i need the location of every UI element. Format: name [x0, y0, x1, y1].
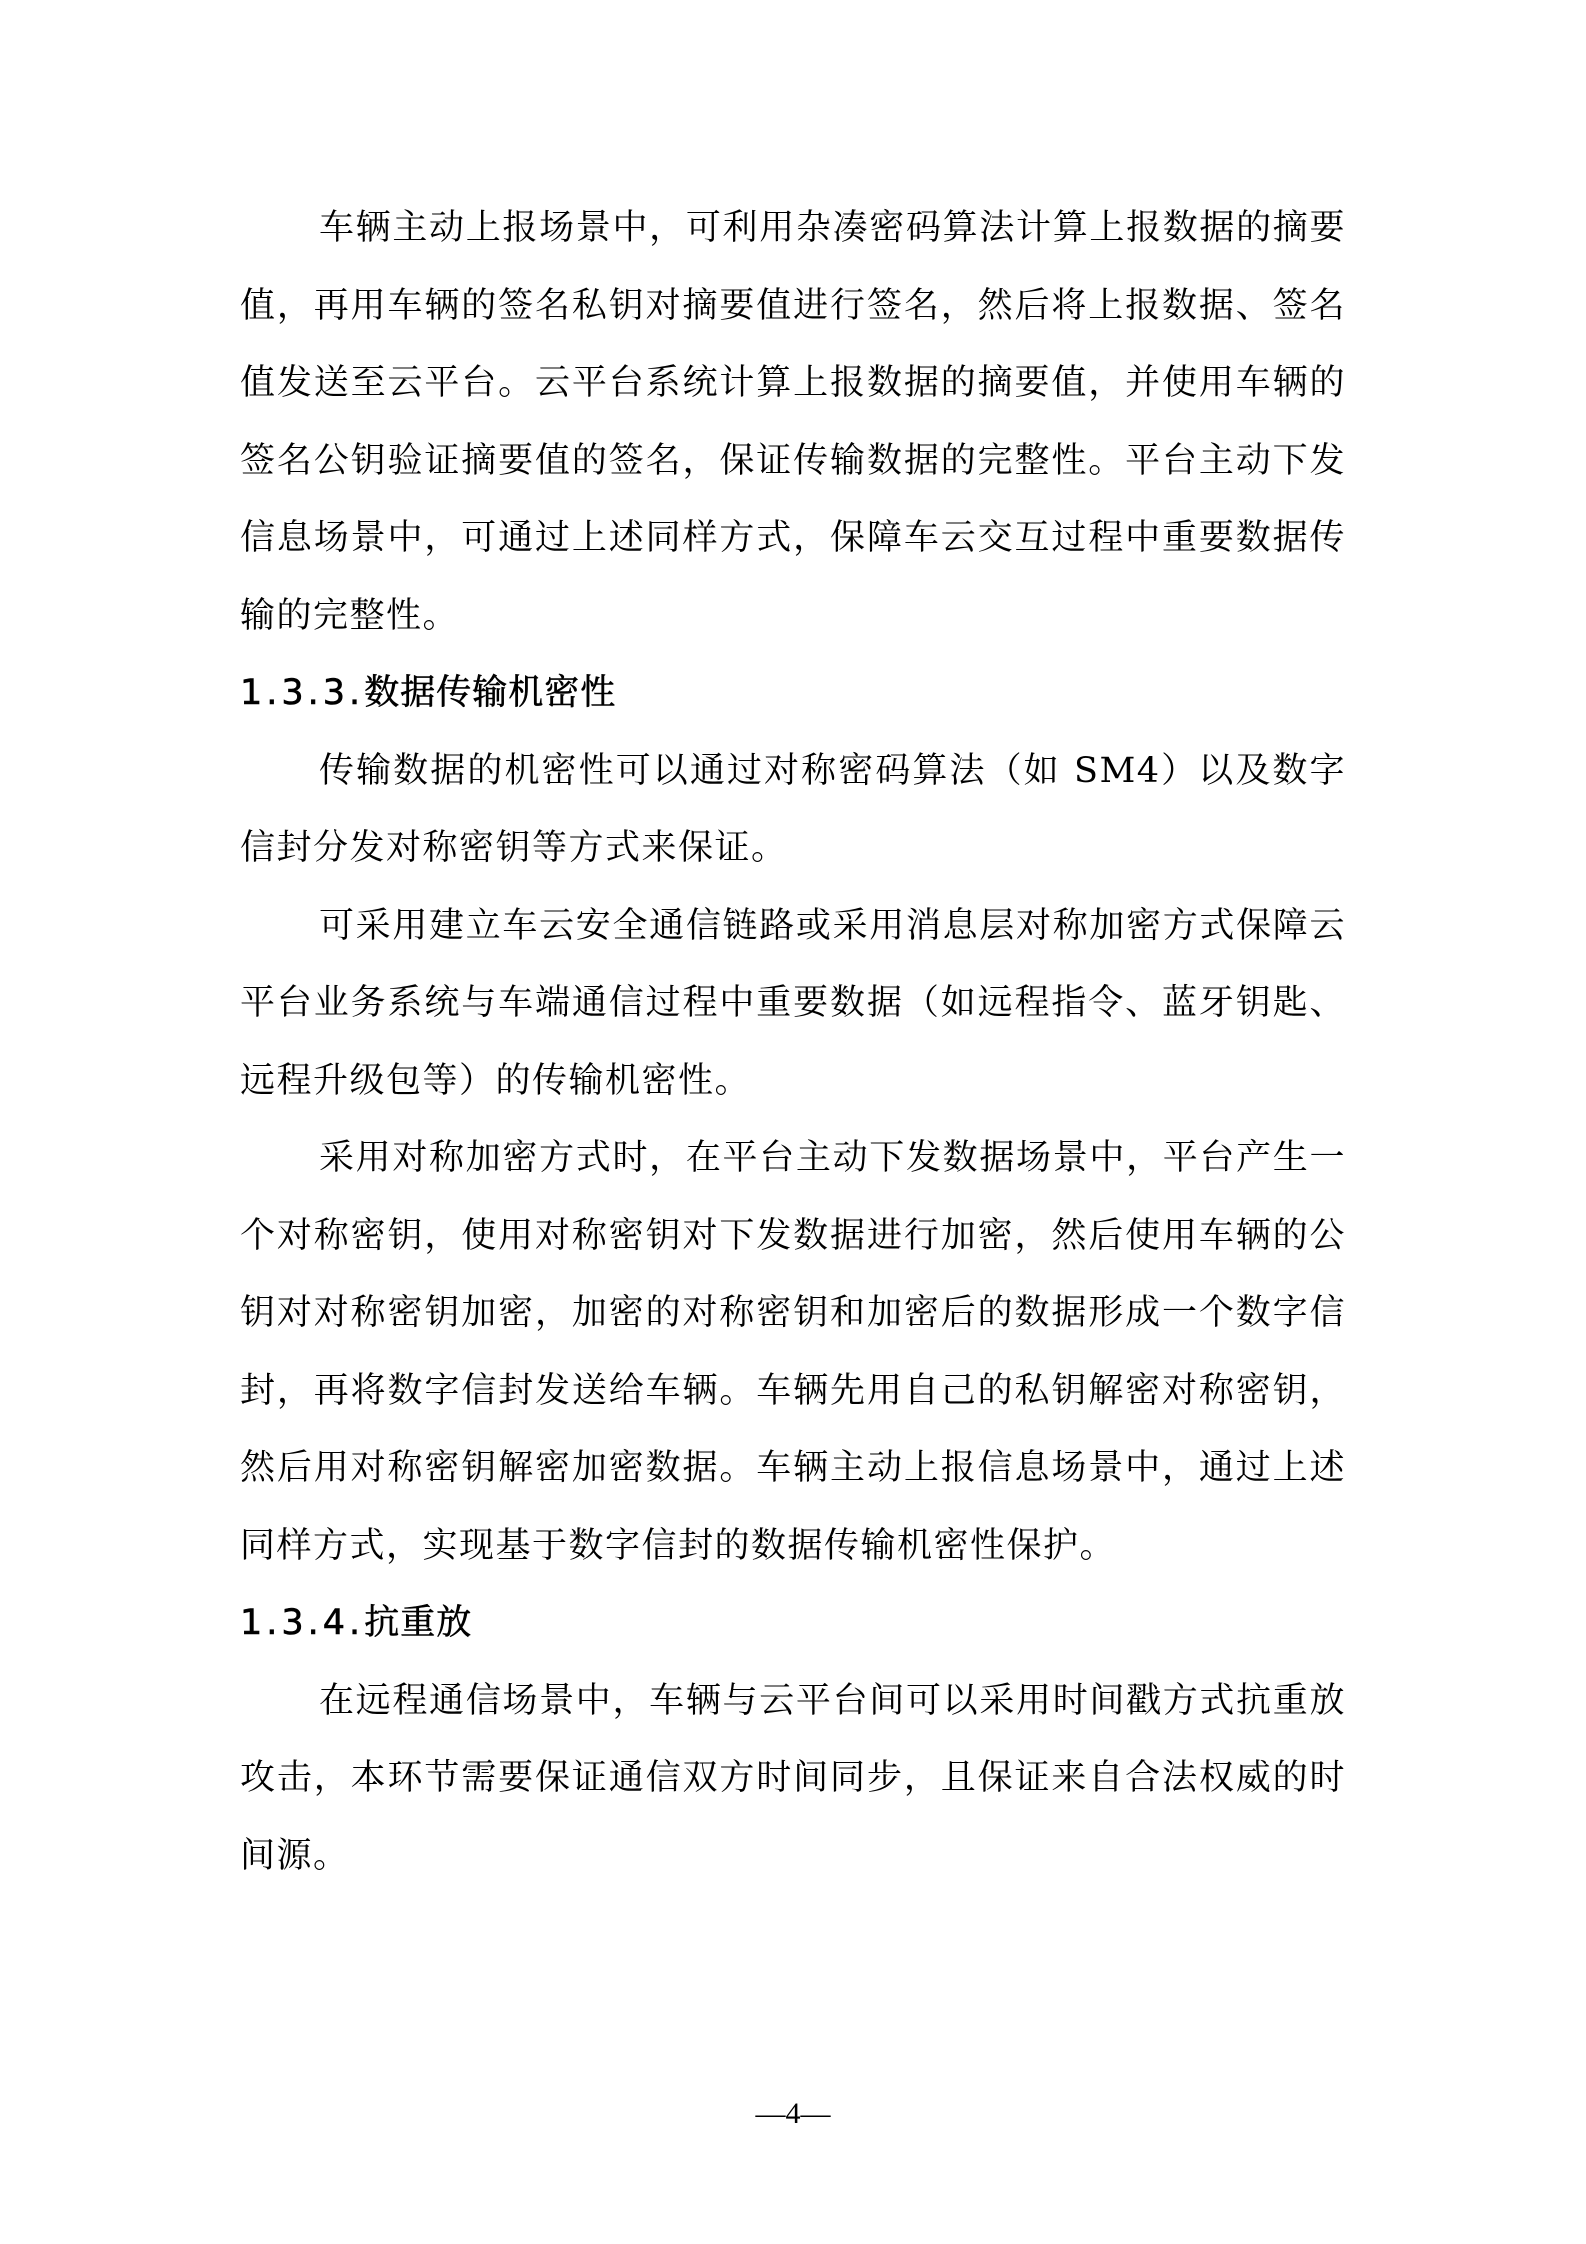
paragraph-integrity-report: 车辆主动上报场景中，可利用杂凑密码算法计算上报数据的摘要值，再用车辆的签名私钥对摘要值进行签名，然后将上报数据、签名值发送至云平台。云平台系统计算上报数据的摘要值，并使用车辆的签名公钥验证摘要值的签名，保证传输数据的完整性。平台主动下发信息场景中，可通过上述同样方式，保障车云交互过程中重要数据传输的完整性。 [240, 208, 1346, 636]
section-number: 1.3.3. [240, 673, 365, 713]
section-title: 抗重放 [364, 1603, 473, 1643]
section-title: 数据传输机密性 [364, 673, 617, 713]
section-heading-1-3-3 [240, 655, 1346, 733]
paragraph-secure-channel: 可采用建立车云安全通信链路或采用消息层对称加密方式保障云平台业务系统与车端通信过程中重要数据（如远程指令、蓝牙钥匙、远程升级包等）的传输机密性。 [240, 905, 1346, 1101]
paragraph-digital-envelope: 采用对称加密方式时，在平台主动下发数据场景中，平台产生一个对称密钥，使用对称密钥对下发数据进行加密，然后使用车辆的公钥对对称密钥加密，加密的对称密钥和加密后的数据形成一个数字信封，再将数字信封发送给车辆。车辆先用自己的私钥解密对称密钥，然后用对称密钥解密加密数据。车辆主动上报信息场景中，通过上述同样方式，实现基于数字信封的数据传输机密性保护。 [240, 1138, 1346, 1566]
paragraph-anti-replay: 在远程通信场景中，车辆与云平台间可以采用时间戳方式抗重放攻击，本环节需要保证通信双方时间同步，且保证来自合法权威的时间源。 [240, 1680, 1346, 1876]
page-number: —4— [755, 2097, 831, 2130]
section-heading-1-3-4 [240, 1585, 1346, 1663]
document-page [240, 190, 1346, 1895]
section-number: 1.3.4. [240, 1603, 365, 1643]
paragraph-confidentiality-intro: 传输数据的机密性可以通过对称密码算法（如 SM4）以及数字信封分发对称密钥等方式来保证。 [240, 750, 1346, 868]
